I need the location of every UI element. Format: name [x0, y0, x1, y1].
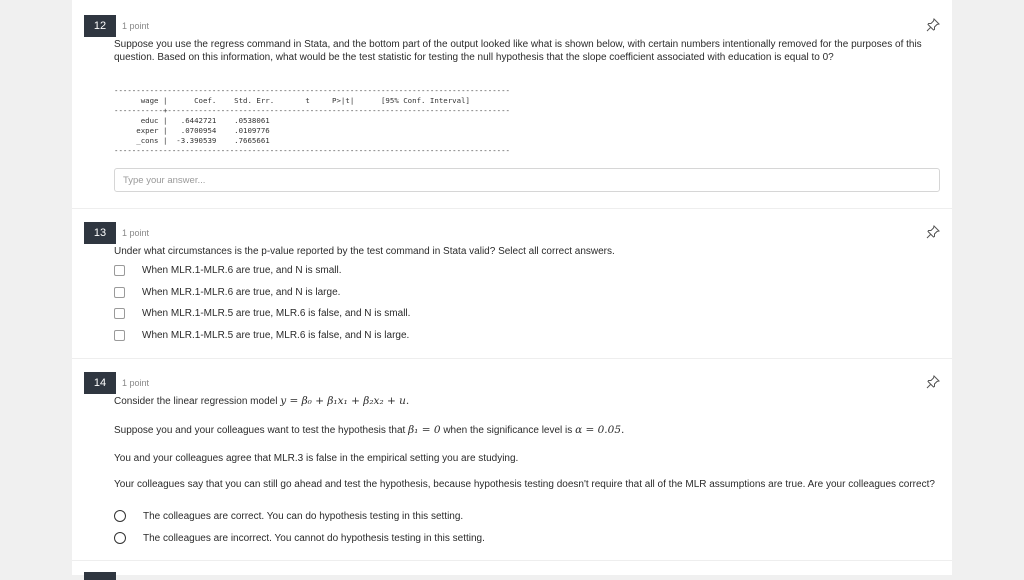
mlr3-sentence: You and your colleagues agree that MLR.3 is false in the empirical setting you are studying.: [114, 453, 519, 464]
question-number: 14: [84, 372, 116, 394]
divider: [72, 560, 952, 561]
pin-icon[interactable]: [926, 375, 940, 389]
radio-button[interactable]: [114, 532, 126, 544]
radio-option[interactable]: [114, 508, 463, 524]
pin-icon[interactable]: [926, 225, 940, 239]
option-label: When MLR.1-MLR.5 are true, MLR.6 is false, and N is small.: [142, 307, 411, 319]
quiz-page: [72, 0, 952, 575]
option-label: When MLR.1-MLR.6 are true, and N is small.: [142, 264, 342, 276]
model-sentence: [114, 395, 942, 408]
checkbox[interactable]: [114, 287, 125, 298]
checkbox-option[interactable]: [114, 262, 342, 278]
model-prefix: Consider the linear regression model: [114, 396, 278, 407]
question-points: 1 point: [122, 228, 150, 238]
radio-option[interactable]: [114, 530, 485, 546]
question-number: 13: [84, 222, 116, 244]
checkbox[interactable]: [114, 308, 125, 319]
answer-input[interactable]: Type your answer...: [114, 168, 940, 192]
next-question-number: [84, 572, 116, 580]
stata-output: ----------------------------------------------------------------------------------------- wage | Coef. Std. Err. t P>|t| [95% Conf. Interval] -----------+----------------------------------------------------------------------------- educ | .6442721 .0538061 exper | .0700954 .0109776 _cons | -3.390539 .7665661 -----------------------------------------------------------------------------------------: [114, 86, 511, 155]
question-number: 12: [84, 15, 116, 37]
checkbox-option[interactable]: [114, 327, 409, 343]
checkbox-option[interactable]: [114, 305, 410, 321]
option-label: When MLR.1-MLR.6 are true, and N is large.: [142, 286, 341, 298]
checkbox-option[interactable]: [114, 284, 340, 300]
checkbox[interactable]: [114, 265, 125, 276]
radio-button[interactable]: [114, 510, 126, 522]
alpha-equation: α = 0.05.: [575, 424, 625, 436]
question-text: Under what circumstances is the p-value reported by the test command in Stata valid? Select all correct answers.: [114, 246, 615, 257]
hypothesis-prefix: Suppose you and your colleagues want to test the hypothesis that: [114, 425, 406, 436]
hypothesis-mid: when the significance level is: [443, 425, 573, 436]
option-label: The colleagues are correct. You can do hypothesis testing in this setting.: [143, 510, 464, 522]
checkbox[interactable]: [114, 330, 125, 341]
model-equation: y = β₀ + β₁x₁ + β₂x₂ + u.: [280, 395, 410, 407]
question-points: 1 point: [122, 378, 150, 388]
question-text: Suppose you use the regress command in Stata, and the bottom part of the output looked like what is shown below, with certain numbers intentionally removed for the purposes of this question. Based on this information, what would be the test statistic for testing the null hypothesis that the slope coefficient associated with education is equal to 0?: [114, 39, 922, 63]
option-label: When MLR.1-MLR.5 are true, MLR.6 is false, and N is large.: [142, 329, 410, 341]
hypothesis-sentence: [114, 424, 942, 437]
question-points: 1 point: [122, 21, 150, 31]
divider: [72, 358, 952, 359]
colleagues-paragraph: Your colleagues say that you can still go ahead and test the hypothesis, because hypothesis testing doesn't require that all of the MLR assumptions are true. Are your colleagues correct?: [114, 479, 935, 490]
pin-icon[interactable]: [926, 18, 940, 32]
divider: [72, 208, 952, 209]
option-label: The colleagues are incorrect. You cannot do hypothesis testing in this setting.: [143, 532, 485, 544]
hypothesis-equation: β₁ = 0: [408, 424, 441, 436]
